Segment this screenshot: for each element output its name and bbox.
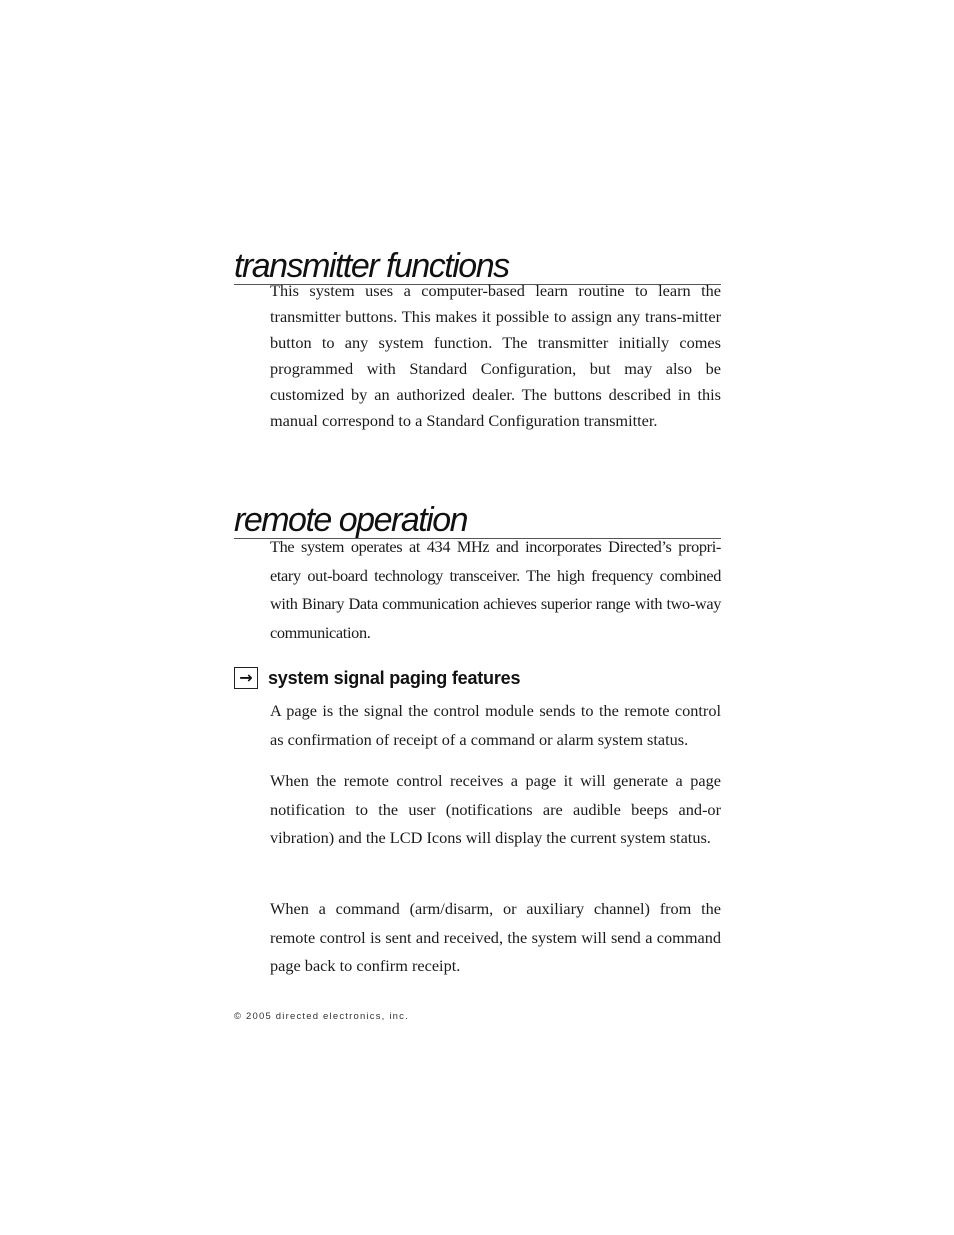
paging-paragraph-2: When the remote control receives a page it will generate a page notification to the user (notifications are audible beeps and-or vibration) and the LCD Icons will display the current system status. [270, 771, 721, 847]
paging-features-title: system signal paging features [268, 667, 521, 688]
transmitter-functions-body: This system uses a computer-based learn routine to learn the transmitter buttons. This makes it possible to assign any trans-mitter button to any system function. The transmitter initially comes programmed with Standard Configuration, but may also be customized by an authorized dealer. The buttons described in this manual correspond to a Standard Configuration transmitter. [270, 281, 721, 430]
arrow-right-icon: → [234, 667, 258, 689]
transmitter-functions-heading: transmitter functions [234, 249, 721, 285]
paging-features-subheading [234, 667, 520, 689]
paging-paragraph-3: When a command (arm/disarm, or auxiliary channel) from the remote control is sent and received, the system will send a command page back to confirm receipt. [270, 899, 721, 975]
remote-operation-heading: remote operation [234, 503, 721, 539]
paging-paragraph-1: A page is the signal the control module sends to the remote control as confirmation of receipt of a command or alarm system status. [270, 701, 721, 749]
copyright-footer: © 2005 directed electronics, inc. [234, 1011, 409, 1022]
remote-operation-body: The system operates at 434 MHz and incorporates Directed’s propri-etary out-board technology transceiver. The high frequency combined with Binary Data communication achieves superior range with two-way communication. [270, 537, 721, 642]
